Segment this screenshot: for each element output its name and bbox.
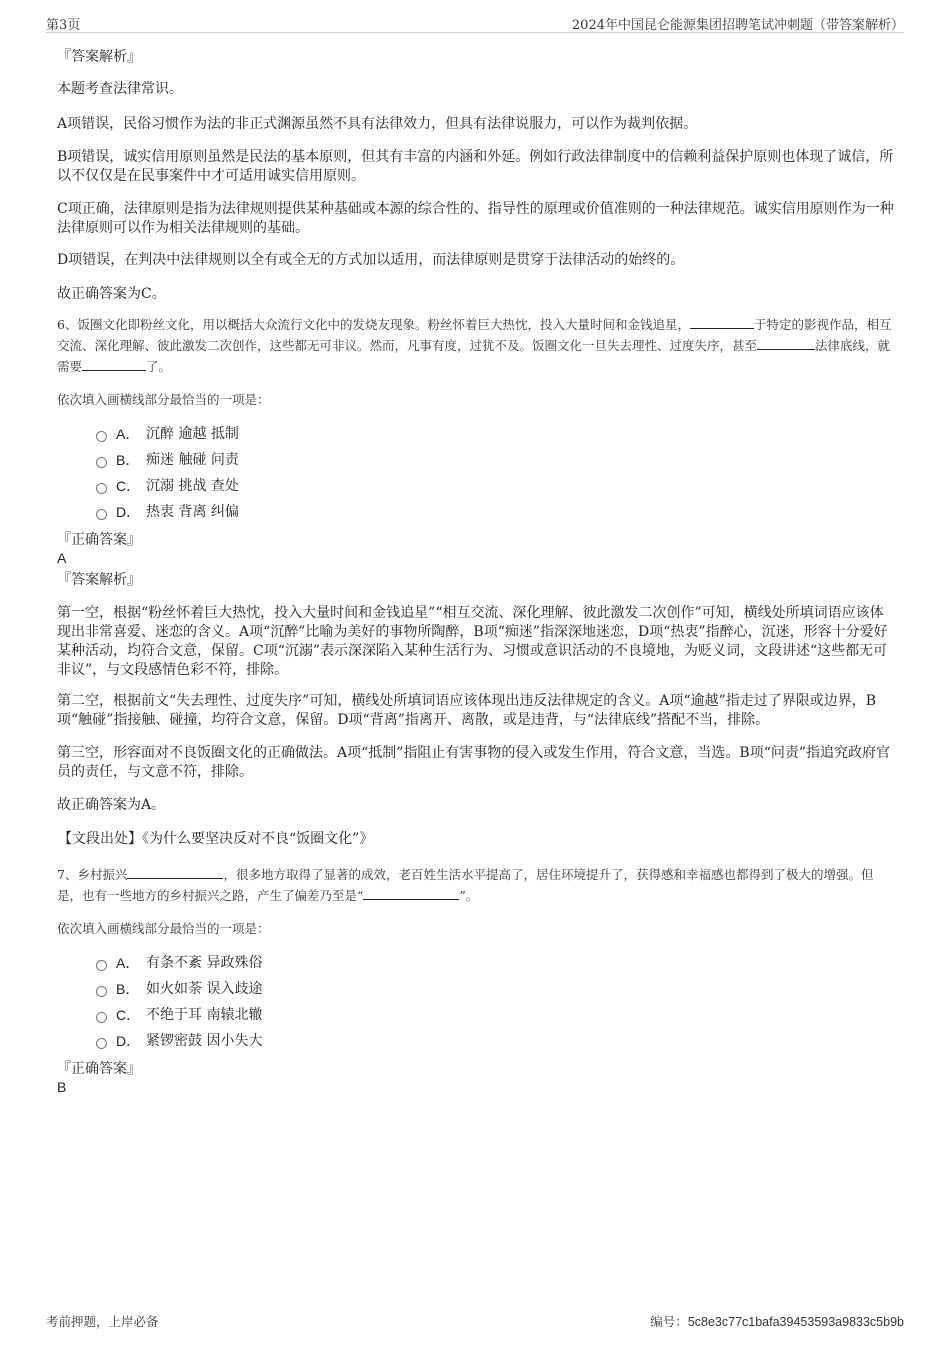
fill-blank (127, 866, 223, 879)
option-d[interactable] (96, 503, 239, 521)
radio-icon[interactable] (96, 457, 107, 468)
option-text: 紧锣密鼓 因小失大 (146, 1033, 263, 1049)
radio-icon[interactable] (96, 1038, 107, 1049)
radio-icon[interactable] (96, 1012, 107, 1023)
fill-blank (82, 358, 146, 371)
fill-blank (690, 316, 754, 329)
document-code (650, 1312, 904, 1330)
option-letter: B． (116, 452, 140, 468)
radio-icon[interactable] (96, 509, 107, 520)
fill-blank (757, 337, 815, 350)
option-c[interactable] (96, 1006, 262, 1024)
correct-answer-tag: 『正确答案』 (57, 1061, 141, 1077)
stem-text: 6、饭圈文化即粉丝文化，用以概括大众流行文化中的发烧友现象。粉丝怀着巨大热忱，投入大量时间和金钱追星， (57, 317, 690, 332)
option-letter: D． (116, 504, 141, 520)
option-c[interactable] (96, 477, 239, 495)
stem-text: 于特定的影视作品，相互交流、深化理解、彼此激发二次创作，这些都无可非议。然而，凡事有度，过犹不及。饭圈文化一旦失去理性、过度失序，甚至 (57, 317, 892, 353)
radio-icon[interactable] (96, 960, 107, 971)
analysis-paragraph: A项错误，民俗习惯作为法的非正式渊源虽然不具有法律效力，但具有法律说服力，可以作为裁判依据。 (57, 116, 698, 132)
stem-text: ，很多地方取得了显著的成效，老百姓生活水平提高了，居住环境提升了，获得感和幸福感也都得到了极大的增强。但是，也有一些地方的乡村振兴之路，产生了偏差乃至是“ (57, 867, 874, 903)
page-number: 第3页 (46, 18, 81, 33)
radio-icon[interactable] (96, 483, 107, 494)
page-header (46, 14, 904, 33)
analysis-paragraph: D项错误，在判决中法律规则以全有或全无的方式加以适用，而法律原则是贯穿于法律活动的始终的。 (57, 252, 685, 268)
correct-answer-tag: 『正确答案』 (57, 532, 141, 548)
option-letter: B． (116, 981, 140, 997)
option-a[interactable] (96, 425, 239, 443)
option-text: 沉醉 逾越 抵制 (146, 426, 239, 442)
correct-answer: A (57, 550, 67, 566)
stem-text: 法律底线，就需要 (57, 338, 891, 374)
question-7-stem (57, 864, 895, 906)
question-7-prompt: 依次填入画横线部分最恰当的一项是： (57, 921, 270, 936)
question-6-prompt: 依次填入画横线部分最恰当的一项是： (57, 392, 270, 407)
stem-text: ”。 (459, 888, 479, 903)
option-d[interactable] (96, 1032, 262, 1050)
option-text: 沉溺 挑战 查处 (146, 478, 239, 494)
page-footer (46, 1312, 904, 1330)
analysis-paragraph: 本题考查法律常识。 (57, 81, 183, 97)
document-title: 2024年中国昆仑能源集团招聘笔试冲刺题（带答案解析） (571, 18, 904, 33)
analysis-conclusion: 故正确答案为A。 (57, 797, 166, 813)
option-letter: A． (116, 426, 140, 442)
analysis-paragraph: C项正确，法律原则是指为法律规则提供某种基础或本源的综合性的、指导性的原理或价值准则的一种法律规范。诚实信用原则作为一种法律原则可以作为相关法律规则的基础。 (57, 201, 894, 236)
option-text: 不绝于耳 南辕北辙 (146, 1007, 263, 1023)
analysis-tag: 『答案解析』 (57, 572, 141, 588)
source-citation: 【文段出处】《为什么要坚决反对不良“饭圈文化”》 (58, 831, 374, 847)
analysis-paragraph: B项错误，诚实信用原则虽然是民法的基本原则，但其有丰富的内涵和外延。例如行政法律制度中的信赖利益保护原则也体现了诚信，所以不仅仅是在民事案件中才可适用诚实信用原则。 (57, 149, 894, 184)
option-letter: C． (116, 478, 141, 494)
code-value: 5c8e3c77c1bafa39453593a9833c5b9b (687, 1315, 904, 1329)
option-text: 如火如荼 误入歧途 (146, 981, 263, 997)
fill-blank (363, 887, 459, 900)
radio-icon[interactable] (96, 986, 107, 997)
option-b[interactable] (96, 980, 262, 998)
option-letter: A． (116, 955, 140, 971)
radio-icon[interactable] (96, 431, 107, 442)
footer-slogan: 考前押题，上岸必备 (46, 1314, 159, 1329)
analysis-paragraph: 第三空，形容面对不良饭圈文化的正确做法。A项“抵制”指阻止有害事物的侵入或发生作用，符合文意，当选。B项“问责”指追究政府官员的责任，与文意不符，排除。 (57, 745, 891, 780)
analysis-tag: 『答案解析』 (57, 49, 141, 65)
option-text: 热衷 背离 纠偏 (146, 504, 239, 520)
analysis-conclusion: 故正确答案为C。 (57, 286, 166, 302)
stem-text: 了。 (146, 359, 172, 374)
option-b[interactable] (96, 451, 239, 469)
correct-answer: B (57, 1079, 67, 1095)
code-label: 编号： (650, 1314, 688, 1329)
option-text: 痴迷 触碰 问责 (146, 452, 239, 468)
stem-text: 7、乡村振兴 (57, 867, 128, 882)
analysis-paragraph: 第二空，根据前文“失去理性、过度失序”可知，横线处所填词语应该体现出违反法律规定的含义。A项“逾越”指走过了界限或边界，B项“触碰”指接触、碰撞，均符合文意，保留。D项“背离”指离开、离散，或是违背，与“法律底线”搭配不当，排除。 (57, 693, 877, 728)
option-text: 有条不紊 异政殊俗 (146, 955, 263, 971)
option-letter: C． (116, 1007, 141, 1023)
analysis-paragraph: 第一空，根据“粉丝怀着巨大热忱，投入大量时间和金钱追星”“相互交流、深化理解、彼此激发二次创作”可知，横线处所填词语应该体现出非常喜爱、迷恋的含义。A项“沉醉”比喻为美好的事物所陶醉，B项“痴迷”指深深地迷恋，D项“热衷”指醉心，沉迷，形容十分爱好某种活动，均符合文意，保留。C项“沉溺”表示深深陷入某种生活行为、习惯或意识活动的不良境地，为贬义词，文段讲述“这些都无可非议”，与文段感情色彩不符，排除。 (57, 605, 888, 678)
question-6-stem (57, 314, 895, 377)
option-a[interactable] (96, 954, 262, 972)
option-letter: D． (116, 1033, 141, 1049)
